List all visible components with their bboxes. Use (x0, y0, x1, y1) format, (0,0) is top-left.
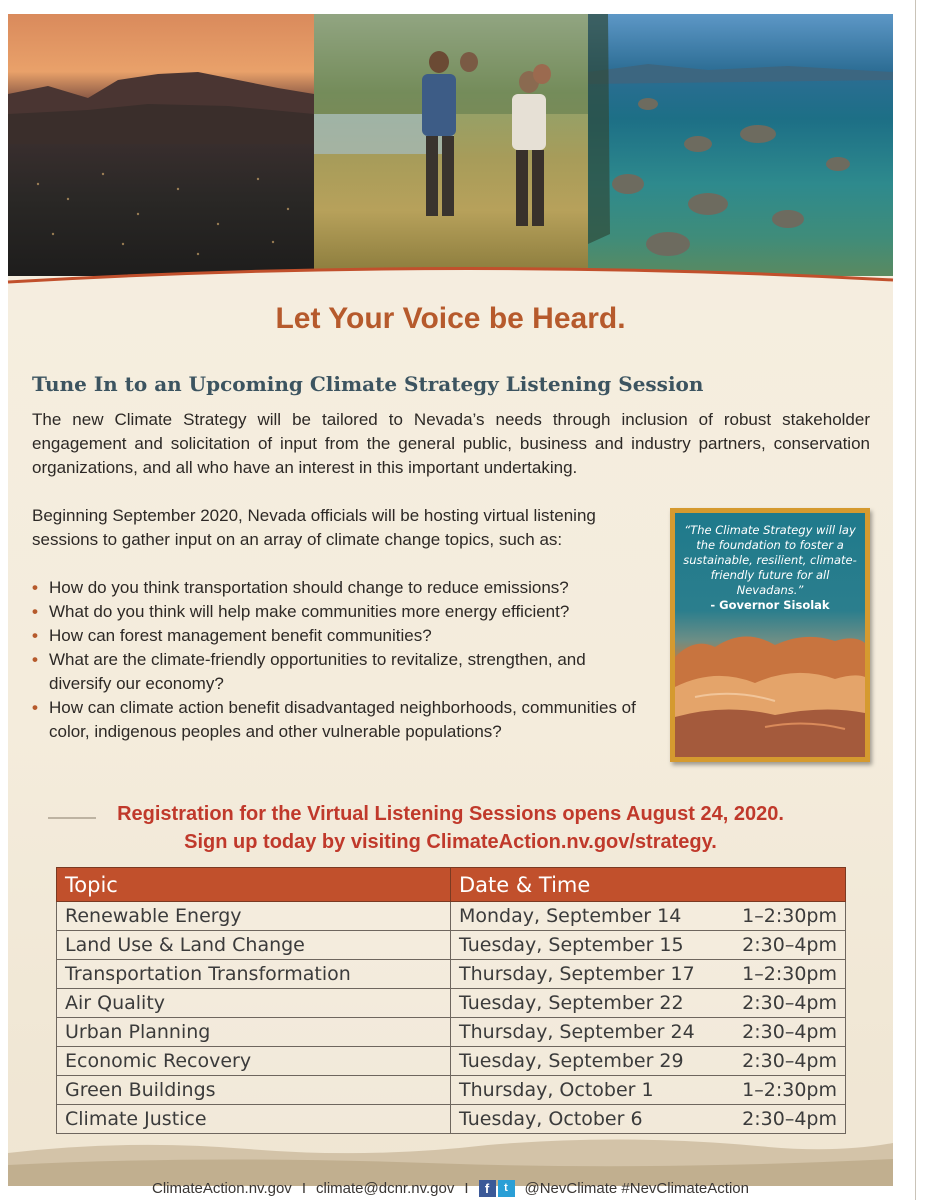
time-text: 2:30–4pm (742, 992, 837, 1014)
list-item (32, 624, 652, 648)
date-time-cell (451, 902, 846, 931)
photo-lake (588, 14, 893, 276)
photo-banner (8, 14, 893, 276)
date-text: Tuesday, September 22 (459, 992, 684, 1014)
subheading: Tune In to an Upcoming Climate Strategy Listening Session (32, 372, 704, 396)
question-text: How can climate action benefit disadvantaged neighborhoods, communities of color, indigenous peoples and other vulnerable populations? (49, 698, 636, 741)
registration-line: Registration for the Virtual Listening Sessions opens August 24, 2020. (117, 803, 784, 825)
list-item (32, 600, 652, 624)
website-link[interactable]: ClimateAction.nv.gov (152, 1179, 292, 1197)
column-header-topic: Topic (57, 868, 451, 902)
table-row (57, 989, 846, 1018)
quote-card (670, 508, 870, 762)
session-schedule-table (56, 867, 846, 1134)
topic-cell: Green Buildings (57, 1076, 451, 1105)
date-text: Tuesday, September 15 (459, 934, 684, 956)
intro-paragraph: The new Climate Strategy will be tailored to Nevada’s needs through inclusion of robust stakeholder engagement and solicitation of input from the general public, business and industry partners, conservation organizations, and all who have an interest in this important undertaking. (32, 410, 870, 477)
banner-curve (8, 250, 893, 310)
facebook-icon[interactable]: f (479, 1180, 496, 1197)
sandstone-hills-illustration (675, 617, 865, 757)
topic-cell: Urban Planning (57, 1018, 451, 1047)
time-text: 2:30–4pm (742, 934, 837, 956)
date-text: Thursday, September 17 (459, 963, 695, 985)
photo-city-at-dusk (8, 14, 314, 276)
time-text: 1–2:30pm (742, 905, 837, 927)
bullet-icon: • (32, 698, 38, 717)
topic-cell: Land Use & Land Change (57, 931, 451, 960)
date-time-cell (451, 1047, 846, 1076)
page-edge-line (915, 0, 916, 1200)
list-item (32, 648, 652, 696)
twitter-icon[interactable]: t (498, 1180, 515, 1197)
question-text: How can forest management benefit communities? (49, 626, 432, 645)
footer (8, 1176, 893, 1200)
bullet-icon: • (32, 650, 38, 669)
table-header-row (57, 868, 846, 902)
question-text: What are the climate-friendly opportunities to revitalize, strengthen, and diversify our economy? (49, 650, 586, 693)
question-list (32, 576, 652, 744)
footer-separator: I (301, 1179, 306, 1197)
question-text: What do you think will help make communities more energy efficient? (49, 602, 570, 621)
bullet-icon: • (32, 626, 38, 645)
date-time-cell (451, 989, 846, 1018)
list-item (32, 696, 652, 744)
table-row (57, 1076, 846, 1105)
quote-body: “The Climate Strategy will lay the foundation to foster a sustainable, resilient, climate-friendly future for all Nevadans.” (683, 523, 857, 597)
topic-cell: Transportation Transformation (57, 960, 451, 989)
date-text: Thursday, September 24 (459, 1021, 695, 1043)
list-item (32, 576, 652, 600)
date-time-cell (451, 931, 846, 960)
social-handles: @NevClimate #NevClimateAction (524, 1179, 749, 1197)
footer-separator: I (464, 1179, 469, 1197)
email-link[interactable]: climate@dcnr.nv.gov (315, 1179, 455, 1197)
flyer (8, 14, 893, 1197)
quote-photo (675, 513, 865, 757)
column-header-date-time: Date & Time (451, 868, 846, 902)
topic-cell: Renewable Energy (57, 902, 451, 931)
topic-cell: Climate Justice (57, 1105, 451, 1134)
topic-cell: Air Quality (57, 989, 451, 1018)
bullet-icon: • (32, 602, 38, 621)
table-row (57, 1018, 846, 1047)
time-text: 1–2:30pm (742, 1079, 837, 1101)
headline: Let Your Voice be Heard. (275, 302, 626, 335)
quote-attribution: - Governor Sisolak (710, 598, 830, 612)
topic-cell: Economic Recovery (57, 1047, 451, 1076)
date-text: Thursday, October 1 (459, 1079, 654, 1101)
time-text: 2:30–4pm (742, 1050, 837, 1072)
time-text: 2:30–4pm (742, 1021, 837, 1043)
date-time-cell (451, 1076, 846, 1105)
table-row (57, 902, 846, 931)
date-text: Tuesday, October 6 (459, 1108, 643, 1130)
social-icons (479, 1180, 515, 1197)
table-row (57, 1047, 846, 1076)
table-row (57, 931, 846, 960)
registration-callout (8, 800, 893, 856)
photo-hikers (314, 14, 588, 276)
date-time-cell (451, 1018, 846, 1047)
time-text: 2:30–4pm (742, 1108, 837, 1130)
time-text: 1–2:30pm (742, 963, 837, 985)
date-text: Tuesday, September 29 (459, 1050, 684, 1072)
signup-line: Sign up today by visiting ClimateAction.nv.gov/strategy. (184, 831, 717, 853)
lead-paragraph: Beginning September 2020, Nevada officials will be hosting virtual listening sessions to gather input on an array of climate change topics, such as: (32, 506, 596, 549)
question-text: How do you think transportation should change to reduce emissions? (49, 578, 569, 597)
quote-text (681, 523, 859, 613)
date-text: Monday, September 14 (459, 905, 682, 927)
date-time-cell (451, 960, 846, 989)
table-row (57, 960, 846, 989)
bullet-icon: • (32, 578, 38, 597)
